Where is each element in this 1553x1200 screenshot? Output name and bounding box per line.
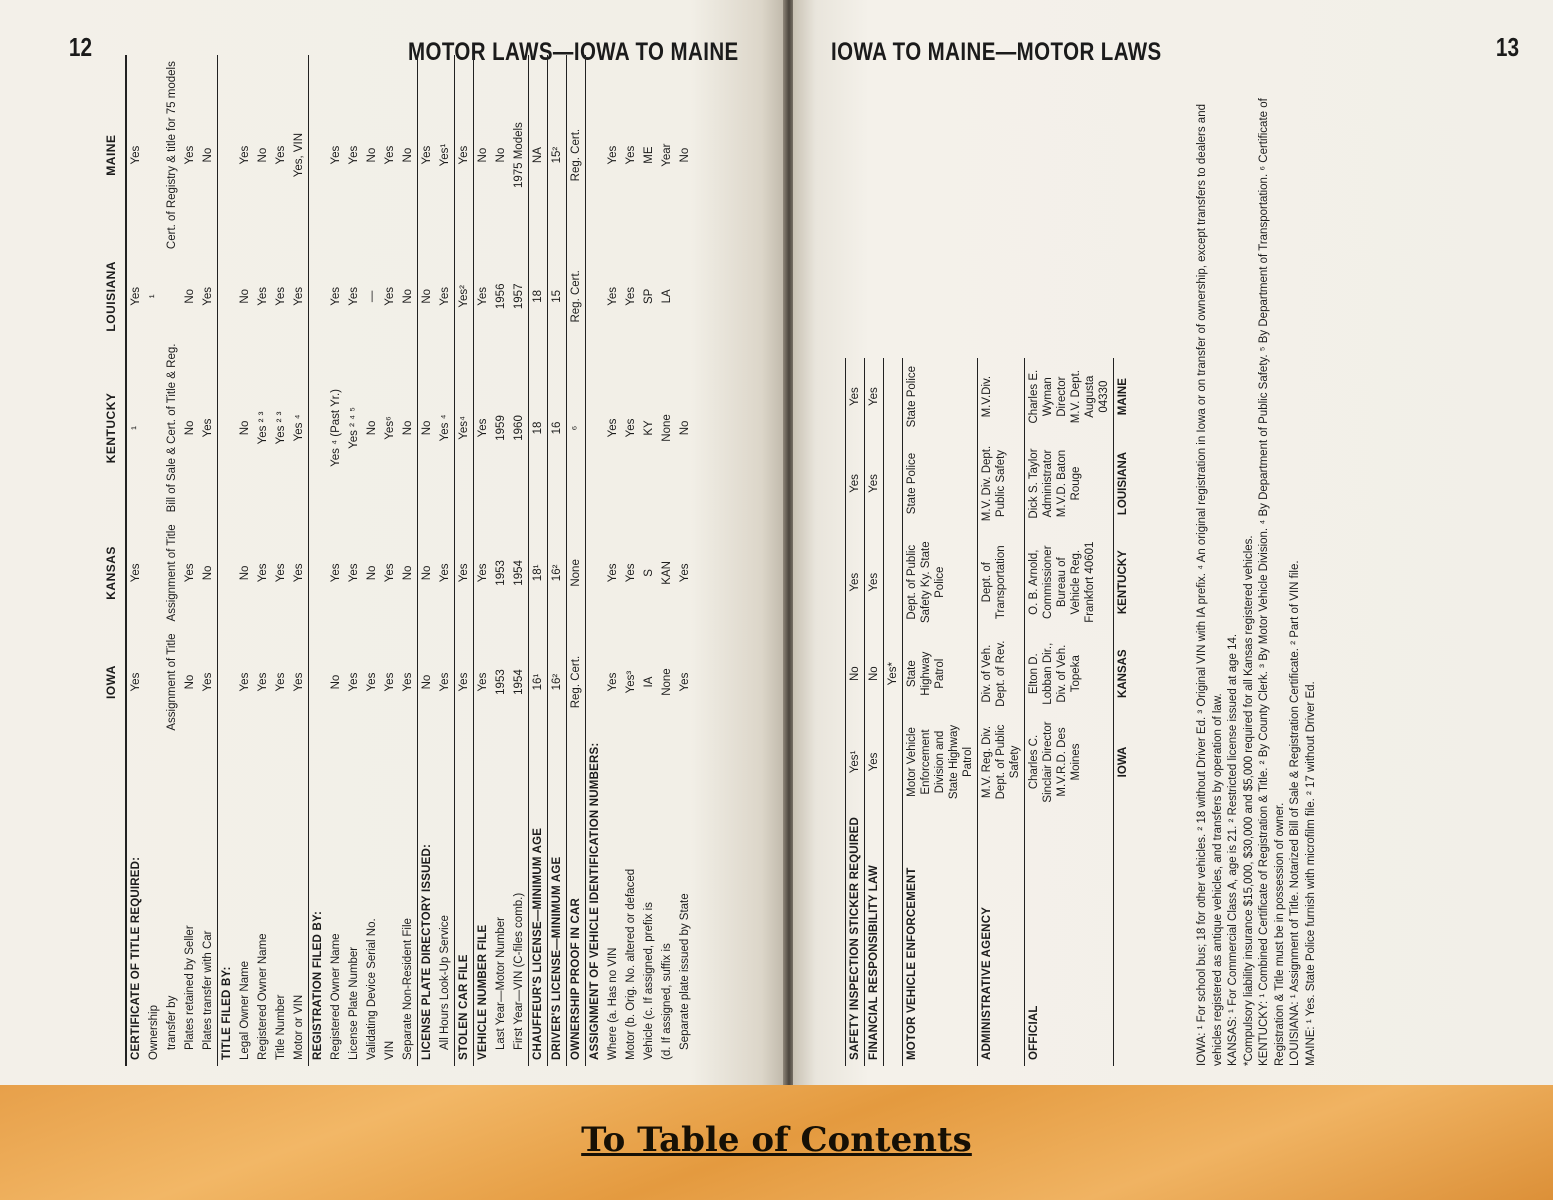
table-cell: Yes <box>438 286 451 306</box>
row-label: MOTOR VEHICLE ENFORCEMENT <box>903 809 978 1066</box>
table-cell <box>145 627 163 736</box>
table-row <box>586 55 605 1066</box>
table-cell <box>884 435 903 531</box>
table-cell: Yes <box>679 672 692 692</box>
footnote: *Compulsory liability insurance $15,000, $30,000 and $5,000 required for all Kansas registered vehicles. <box>1242 535 1255 1066</box>
table-cell: No <box>679 420 692 436</box>
right-table-block <box>845 358 1132 1066</box>
table-cell: No <box>401 288 414 304</box>
table-cell: No <box>183 288 196 304</box>
table-cell <box>586 627 605 736</box>
right-page <box>793 0 1553 1085</box>
table-row <box>1114 358 1133 1066</box>
table-cell: 16¹ <box>528 627 547 736</box>
table-cell: Yes <box>473 518 492 627</box>
table-row <box>345 55 363 1066</box>
table-row <box>181 55 199 1066</box>
table-cell: Yes <box>129 563 142 583</box>
table-cell: Yes ⁴ <box>438 414 451 442</box>
table-cell: 1953 <box>494 669 507 695</box>
table-cell <box>308 55 327 255</box>
row-label: First Year—VIN (C-files comb.) <box>512 892 525 1050</box>
table-cell: Yes <box>625 286 638 306</box>
row-label: OWNERSHIP PROOF IN CAR <box>567 737 586 1066</box>
table-cell <box>145 518 163 627</box>
column-header-louisiana: LOUISIANA <box>102 255 126 338</box>
table-cell: Charles E. Wyman Director M.V. Dept. Augusta 04330 <box>1025 358 1114 435</box>
row-label: ADMINISTRATIVE AGENCY <box>978 809 1025 1066</box>
footnote: KENTUCKY: ¹ Combined Certificate of Registration & Title. ² By County Clerk. ³ By Motor Vehicle Division. ⁴ By Department of Public Safety. ⁵ By Department of Transportation. ⁶ Certificate of Registration & Title must be in possession of owner. <box>1258 98 1286 1066</box>
table-cell: O. B. Arnold, Commissioner Bureau of Vehicle Reg. Frankfort 40601 <box>1025 532 1114 633</box>
row-label: CHAUFFEUR'S LICENSE—MINIMUM AGE <box>528 737 547 1066</box>
right-data-table <box>845 358 1132 1066</box>
table-cell: 18 <box>528 338 547 519</box>
table-row <box>846 358 865 1066</box>
table-cell: Yes <box>846 435 865 531</box>
table-cell: Yes ² ⁴ ⁵ <box>347 407 360 449</box>
table-cell: Yes³ <box>625 670 638 694</box>
table-cell: Yes <box>607 418 620 438</box>
row-label: Validating Device Serial No. <box>365 918 378 1060</box>
table-cell: No <box>238 565 251 581</box>
row-label: Plates retained by Seller <box>183 925 196 1050</box>
table-cell: Yes <box>438 672 451 692</box>
table-cell <box>308 338 327 519</box>
footnote: MAINE: ¹ Yes. State Police furnish with microfilm file. ² 17 without Driver Ed. <box>1304 681 1317 1066</box>
table-cell <box>586 338 605 519</box>
table-cell: Yes <box>607 145 620 165</box>
table-cell: Yes <box>865 358 884 435</box>
table-cell: State Police <box>903 435 978 531</box>
row-label: License Plate Number <box>347 946 360 1060</box>
row-label: transfer by <box>165 995 178 1050</box>
footnote: LOUISIANA: ¹ Assignment of Title. Notarized Bill of Sale & Registration Certificate. ² Part of VIN file. <box>1289 560 1302 1066</box>
table-cell: Yes <box>129 286 142 306</box>
table-row <box>884 358 903 1066</box>
table-row <box>126 55 145 1066</box>
row-label: Separate plate issued by State <box>679 893 692 1050</box>
table-cell <box>217 518 236 627</box>
table-cell: Yes¹ <box>438 143 451 167</box>
table-cell: Yes <box>607 286 620 306</box>
table-cell: Yes ⁴ (Past Yr.) <box>329 389 342 467</box>
table-row <box>865 358 884 1066</box>
table-row <box>363 55 381 1066</box>
table-cell: State Police <box>903 358 978 435</box>
row-label: Vehicle (c. If assigned, prefix is <box>643 902 656 1060</box>
table-cell: Year <box>661 143 674 167</box>
table-cell <box>217 627 236 736</box>
table-row <box>254 55 272 1066</box>
table-cell: Yes <box>846 532 865 633</box>
table-cell <box>217 55 236 255</box>
table-cell: Yes <box>238 145 251 165</box>
table-cell <box>586 255 605 338</box>
table-row <box>658 55 676 1066</box>
table-cell: None <box>661 414 674 442</box>
table-cell: Yes <box>201 672 214 692</box>
table-cell: S <box>643 569 656 577</box>
table-cell: KAN <box>661 561 674 585</box>
footnotes <box>1195 86 1319 1066</box>
table-cell <box>884 358 903 435</box>
table-cell: No <box>183 674 196 690</box>
table-row <box>622 55 640 1066</box>
table-cell: 15 <box>547 255 566 338</box>
table-of-contents-link[interactable]: To Table of Contents <box>581 1120 972 1160</box>
table-row <box>381 55 399 1066</box>
table-cell <box>884 715 903 810</box>
table-cell: Yes <box>201 418 214 438</box>
table-cell: Yes <box>292 286 305 306</box>
table-row <box>492 55 510 1066</box>
table-cell: Yes ² ³ <box>256 411 269 445</box>
table-cell <box>217 338 236 519</box>
table-cell: Yes <box>454 627 473 736</box>
table-cell: Yes <box>438 563 451 583</box>
table-cell: Yes <box>256 563 269 583</box>
table-cell: Yes <box>256 286 269 306</box>
table-cell: None <box>567 518 586 627</box>
footnote: IOWA: ¹ For school bus; 18 for other vehicles. ² 18 without Driver Ed. ³ Original VIN with IA prefix. ⁴ An original registration in Iowa or on transfer of ownership, except transfers to dealers and vehicles registered as antique vehicles, and transfers by operation of law. <box>1196 104 1224 1066</box>
table-cell: IA <box>643 676 656 688</box>
row-label: FINANCIAL RESPONSIBILITY LAW <box>865 809 884 1066</box>
left-page-number: 12 <box>68 32 93 62</box>
table-cell: Charles C. Sinclair Director M.V.R.D. Des Moines <box>1025 715 1114 810</box>
table-row <box>978 358 1025 1066</box>
column-header-iowa: IOWA <box>102 627 126 736</box>
row-label: Motor or VIN <box>292 994 305 1060</box>
right-page-number: 13 <box>1495 32 1520 62</box>
table-cell: KY <box>643 420 656 436</box>
table-cell: No <box>365 565 378 581</box>
table-cell: Yes <box>473 627 492 736</box>
row-label: (d. If assigned, suffix is <box>661 943 674 1060</box>
table-cell: M.V.Div. <box>978 358 1025 435</box>
table-cell: State Highway Patrol <box>903 633 978 715</box>
table-cell: No <box>401 420 414 436</box>
table-cell: Yes <box>347 145 360 165</box>
table-cell: SP <box>643 288 656 304</box>
table-cell: Yes <box>129 145 142 165</box>
table-cell: Yes <box>347 672 360 692</box>
table-cell: LOUISIANA <box>1114 435 1133 531</box>
column-header-kentucky: KENTUCKY <box>102 338 126 519</box>
table-cell: No <box>846 633 865 715</box>
table-row <box>454 55 473 1066</box>
table-cell: ¹ <box>129 426 142 430</box>
right-page-header: IOWA TO MAINE—MOTOR LAWS <box>831 38 1162 66</box>
footnote: KANSAS: ¹ For Commercial Class A, age is 21. ² Restricted license issued at age 14. <box>1227 633 1240 1066</box>
table-row <box>327 55 345 1066</box>
table-cell <box>676 255 694 338</box>
table-cell: No <box>238 288 251 304</box>
table-row <box>1025 358 1114 1066</box>
table-cell: KENTUCKY <box>1114 532 1133 633</box>
table-cell: 18¹ <box>528 518 547 627</box>
table-cell: 1960 <box>512 415 525 441</box>
table-cell: Yes <box>607 563 620 583</box>
row-label: Registered Owner Name <box>256 933 269 1060</box>
column-header-kansas: KANSAS <box>102 518 126 627</box>
table-cell: 15² <box>547 55 566 255</box>
left-data-table <box>102 55 694 1066</box>
row-label: SAFETY INSPECTION STICKER REQUIRED <box>846 809 865 1066</box>
table-cell: Yes¹ <box>846 715 865 810</box>
table-cell: Motor Vehicle Enforcement Division and State Highway Patrol <box>903 715 978 810</box>
table-cell: No <box>256 147 269 163</box>
table-cell: 1954 <box>512 560 525 586</box>
table-cell: ¹ <box>147 294 160 299</box>
row-label: REGISTRATION FILED BY: <box>308 737 327 1066</box>
table-cell: No <box>183 420 196 436</box>
table-cell: 1959 <box>494 415 507 441</box>
table-cell: Yes² <box>454 255 473 338</box>
table-cell: Yes <box>846 358 865 435</box>
table-cell: Yes ² ³ <box>274 411 287 445</box>
table-cell: Yes <box>329 563 342 583</box>
table-cell: No <box>365 420 378 436</box>
table-row <box>676 55 694 1066</box>
table-row <box>640 55 658 1066</box>
table-cell: No <box>201 147 214 163</box>
table-cell: NA <box>528 55 547 255</box>
table-cell: ME <box>643 146 656 164</box>
row-label: VIN <box>383 1040 396 1060</box>
table-cell: Yes <box>183 145 196 165</box>
table-cell: Yes <box>417 55 436 255</box>
table-cell: Yes <box>383 145 396 165</box>
table-cell: No <box>401 565 414 581</box>
table-row <box>417 55 436 1066</box>
row-label: Where (a. Has no VIN <box>607 947 620 1060</box>
table-cell: 16² <box>547 518 566 627</box>
table-cell: Yes <box>383 563 396 583</box>
table-cell: Yes <box>625 418 638 438</box>
column-header-blank <box>102 737 126 1066</box>
table-cell: 1957 <box>512 283 525 310</box>
table-cell: No <box>679 147 692 163</box>
table-row <box>510 55 529 1066</box>
table-cell: No <box>417 338 436 519</box>
table-cell: Yes, VIN <box>292 132 305 178</box>
row-label: TITLE FILED BY: <box>217 737 236 1066</box>
table-row <box>903 358 978 1066</box>
table-cell: None <box>661 668 674 696</box>
table-cell: Assignment of Title <box>165 633 178 731</box>
table-cell: Yes <box>383 672 396 692</box>
table-cell: Yes <box>454 55 473 255</box>
table-cell: Dept. of Transportation <box>978 532 1025 633</box>
table-cell: 16 <box>547 338 566 519</box>
table-row <box>528 55 547 1066</box>
table-cell: Yes⁶ <box>383 416 396 440</box>
table-cell: No <box>494 147 507 163</box>
table-cell <box>308 518 327 627</box>
table-cell: Bill of Sale & Cert. of Title & Reg. <box>165 343 178 513</box>
table-cell: Yes <box>274 145 287 165</box>
table-cell: KANSAS <box>1114 633 1133 715</box>
table-row <box>399 55 418 1066</box>
table-cell <box>163 255 181 338</box>
table-cell: 18 <box>528 255 547 338</box>
table-cell <box>217 255 236 338</box>
table-row <box>547 55 566 1066</box>
table-row <box>236 55 254 1066</box>
table-cell: Reg. Cert. <box>567 55 586 255</box>
table-cell: Reg. Cert. <box>567 627 586 736</box>
row-label: Ownership <box>147 1005 160 1060</box>
table-cell <box>145 55 163 255</box>
table-cell: Yes <box>454 518 473 627</box>
table-row <box>145 55 163 1066</box>
table-cell: M.V. Reg. Div. Dept. of Public Safety <box>978 715 1025 810</box>
table-cell: Div. of Veh. Dept. of Rev. <box>978 633 1025 715</box>
row-label: Registered Owner Name <box>329 933 342 1060</box>
table-cell: No <box>865 633 884 715</box>
table-cell: Cert. of Registry & title for 75 models <box>165 61 178 250</box>
table-cell: Reg. Cert. <box>567 255 586 338</box>
table-cell: Yes <box>292 563 305 583</box>
row-label: OFFICIAL <box>1025 809 1114 1066</box>
left-table-block <box>102 55 694 1066</box>
table-cell: No <box>473 55 492 255</box>
row-label <box>1114 809 1133 1066</box>
table-cell: Yes <box>679 563 692 583</box>
row-label: Legal Owner Name <box>238 960 251 1060</box>
table-row <box>436 55 455 1066</box>
table-cell: Yes <box>383 286 396 306</box>
table-cell: Yes <box>625 563 638 583</box>
table-cell: No <box>401 147 414 163</box>
table-cell: 1956 <box>494 283 507 310</box>
table-of-contents-link-wrap <box>0 1120 1553 1160</box>
column-header-maine: MAINE <box>102 55 126 255</box>
table-cell: No <box>329 674 342 690</box>
row-label: Last Year—Motor Number <box>494 917 507 1050</box>
table-cell: Dept. of Public Safety Ky. State Police <box>903 532 978 633</box>
table-cell: LA <box>661 289 674 304</box>
row-label: ASSIGNMENT OF VEHICLE IDENTIFICATION NUMBERS: <box>586 737 605 1066</box>
table-cell: No <box>201 565 214 581</box>
row-label: Motor (b. Orig. No. altered or defaced <box>625 868 638 1060</box>
table-cell: Yes <box>401 672 414 692</box>
table-cell: M.V. Div. Dept. Public Safety <box>978 435 1025 531</box>
row-label: Separate Non-Resident File <box>401 918 414 1060</box>
table-cell <box>586 518 605 627</box>
table-row <box>272 55 290 1066</box>
row-label: CERTIFICATE OF TITLE REQUIRED: <box>129 856 142 1060</box>
table-cell: IOWA <box>1114 715 1133 810</box>
table-row <box>217 55 236 1066</box>
row-label: All Hours Look-Up Service <box>438 915 451 1050</box>
table-cell: Yes ⁴ <box>292 414 305 442</box>
row-label: DRIVER'S LICENSE—MINIMUM AGE <box>547 737 566 1066</box>
table-cell: Yes <box>274 563 287 583</box>
table-cell: 1975 Models <box>512 122 525 189</box>
table-row <box>473 55 492 1066</box>
table-cell: Yes <box>274 672 287 692</box>
table-cell <box>145 338 163 519</box>
table-cell: Yes <box>238 672 251 692</box>
table-cell: No <box>238 420 251 436</box>
left-page <box>0 0 785 1085</box>
table-cell: No <box>417 627 436 736</box>
table-cell: No <box>417 518 436 627</box>
table-cell: Yes <box>365 672 378 692</box>
table-cell: Yes <box>274 286 287 306</box>
table-cell: Yes <box>865 532 884 633</box>
table-cell <box>308 627 327 736</box>
table-row <box>308 55 327 1066</box>
table-cell: Yes <box>865 715 884 810</box>
table-cell: 1953 <box>494 560 507 586</box>
left-page-header: MOTOR LAWS—IOWA TO MAINE <box>408 38 739 66</box>
table-cell: Yes⁴ <box>454 338 473 519</box>
table-cell: Yes <box>347 563 360 583</box>
table-row <box>199 55 218 1066</box>
table-row <box>567 55 586 1066</box>
row-label: VEHICLE NUMBER FILE <box>473 737 492 1066</box>
table-cell: Elton D. Lobban Dir., Div. of Veh. Topeka <box>1025 633 1114 715</box>
table-cell: Yes <box>292 672 305 692</box>
row-label: Title Number <box>274 994 287 1060</box>
row-label: LICENSE PLATE DIRECTORY ISSUED: <box>417 737 436 1066</box>
table-cell <box>586 55 605 255</box>
table-cell: Dick S. Taylor Administrator M.V.D. Baton Rouge <box>1025 435 1114 531</box>
table-cell: Yes <box>473 255 492 338</box>
row-label: Plates transfer with Car <box>201 930 214 1050</box>
table-cell: Yes <box>607 672 620 692</box>
table-row <box>163 55 181 1066</box>
table-cell: — <box>365 290 378 303</box>
table-cell: Yes* <box>884 633 903 715</box>
table-cell <box>884 532 903 633</box>
table-cell: Yes <box>473 338 492 519</box>
table-cell: 16² <box>547 627 566 736</box>
table-cell: Yes <box>129 672 142 692</box>
table-cell: MAINE <box>1114 358 1133 435</box>
table-cell: Yes <box>329 145 342 165</box>
table-cell: No <box>365 147 378 163</box>
table-cell: Yes <box>625 145 638 165</box>
table-cell: No <box>417 255 436 338</box>
table-row <box>290 55 309 1066</box>
table-cell: Yes <box>865 435 884 531</box>
table-cell: Yes <box>256 672 269 692</box>
table-cell: Assignment of Title <box>165 524 178 622</box>
table-cell: Yes <box>183 563 196 583</box>
table-cell <box>308 255 327 338</box>
table-cell: Yes <box>347 286 360 306</box>
table-cell: 1954 <box>512 669 525 695</box>
table-cell: Yes <box>201 286 214 306</box>
table-cell: Yes <box>329 286 342 306</box>
table-row <box>604 55 622 1066</box>
row-label <box>884 809 903 1066</box>
table-cell: ⁶ <box>567 338 586 519</box>
row-label: STOLEN CAR FILE <box>454 737 473 1066</box>
